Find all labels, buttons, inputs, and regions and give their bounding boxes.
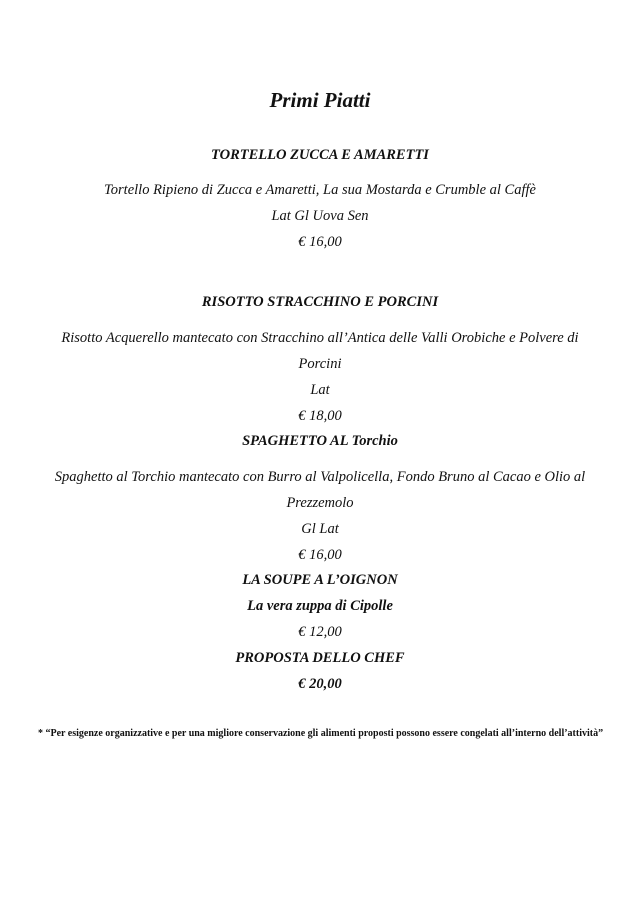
dish-description: Spaghetto al Torchio mantecato con Burro al Valpolicella, Fondo Bruno al Cacao e Olio al: [54, 469, 586, 485]
dish-allergens: Lat: [310, 382, 330, 398]
dish-description: Tortello Ripieno di Zucca e Amaretti, La sua Mostarda e Crumble al Caffè: [104, 182, 536, 198]
dish-subtitle: La vera zuppa di Cipolle: [247, 598, 393, 614]
dish-allergens: Gl Lat: [301, 521, 339, 537]
dish-price: € 12,00: [298, 624, 342, 640]
dish-description-cont: Porcini: [298, 356, 342, 372]
dish-price: € 18,00: [298, 408, 342, 424]
dish-description: Risotto Acquerello mantecato con Stracchino all’Antica delle Valli Orobiche e Polvere di: [61, 330, 579, 346]
dish-name: TORTELLO ZUCCA E AMARETTI: [211, 147, 429, 163]
dish-price: € 16,00: [298, 547, 342, 563]
dish-name: LA SOUPE A L’OIGNON: [242, 572, 398, 588]
dish-price: € 16,00: [298, 234, 342, 250]
dish-name: PROPOSTA DELLO CHEF: [235, 650, 405, 666]
page-title: Primi Piatti: [269, 88, 371, 112]
dish-description-cont: Prezzemolo: [286, 495, 354, 511]
dish-name: SPAGHETTO AL Torchio: [242, 433, 398, 449]
dish-name: RISOTTO STRACCHINO E PORCINI: [201, 294, 439, 310]
dish-allergens: Lat Gl Uova Sen: [271, 208, 369, 224]
footnote: * “Per esigenze organizzative e per una migliore conservazione gli alimenti proposti possono essere congelati all’interno dell’attività”: [38, 728, 604, 739]
dish-price: € 20,00: [298, 676, 342, 692]
